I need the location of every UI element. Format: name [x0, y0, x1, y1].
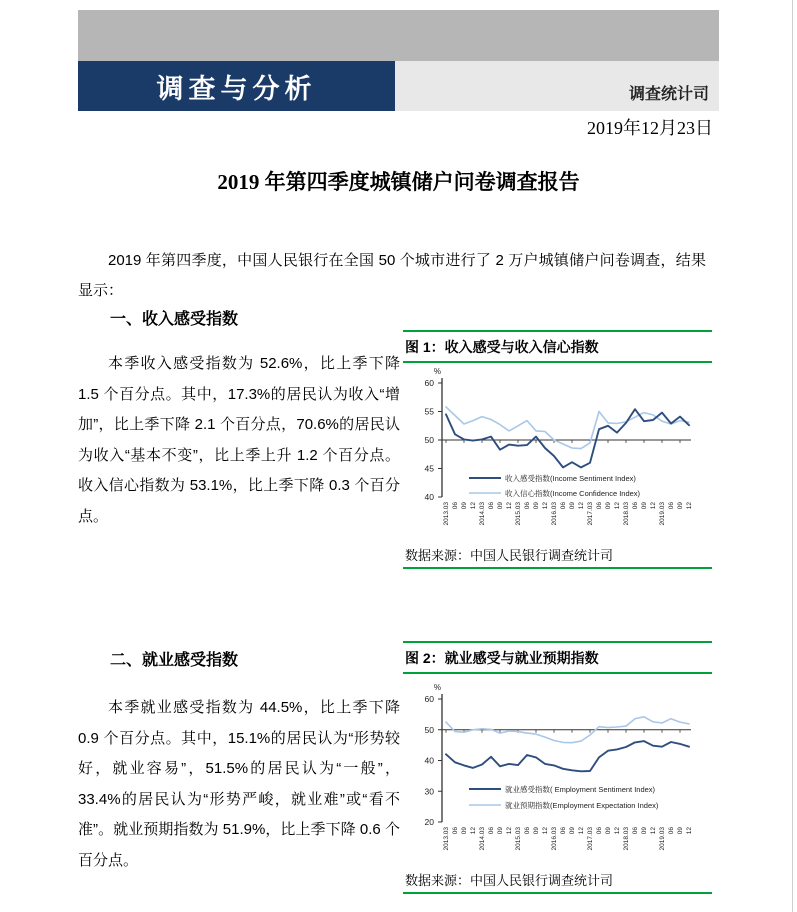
svg-text:12: 12 [470, 827, 477, 835]
svg-text:09: 09 [569, 827, 576, 835]
svg-text:09: 09 [497, 827, 504, 835]
section-2-body: 本季就业感受指数为 44.5%，比上季下降 0.9 个百分点。其中，15.1%的居民认为“形势较好，就业容易”，51.5%的居民认为“一般”，33.4%的居民认为“形势严峻，就业难”或“看不准”。就业预期指数为 51.9%，比上季下降 0.6 个百分点。 [78, 699, 400, 869]
svg-text:06: 06 [560, 502, 567, 510]
svg-text:09: 09 [569, 502, 576, 510]
figure-2-bottom-rule [403, 892, 712, 894]
svg-text:2015.03: 2015.03 [515, 502, 522, 526]
svg-text:12: 12 [542, 827, 549, 835]
publish-date: 2019年12月23日 [587, 118, 713, 138]
svg-text:12: 12 [614, 502, 621, 510]
svg-text:12: 12 [542, 502, 549, 510]
figure-2-canvas [403, 674, 712, 866]
svg-text:06: 06 [488, 502, 495, 510]
svg-text:2017.03: 2017.03 [587, 827, 594, 851]
svg-text:06: 06 [452, 502, 459, 510]
svg-text:09: 09 [461, 827, 468, 835]
svg-text:12: 12 [686, 827, 693, 835]
svg-text:06: 06 [452, 827, 459, 835]
figure-2-source: 数据来源：中国人民银行调查统计司 [405, 873, 614, 888]
document-title: 2019 年第四季度城镇储户问卷调查报告 [217, 170, 580, 194]
svg-text:2014.03: 2014.03 [479, 502, 486, 526]
figure-1-canvas [403, 363, 712, 541]
svg-text:2016.03: 2016.03 [551, 827, 558, 851]
figure-1-chart [403, 363, 712, 541]
svg-text:12: 12 [506, 827, 513, 835]
svg-text:12: 12 [650, 827, 657, 835]
svg-text:09: 09 [641, 827, 648, 835]
svg-text:收入信心指数(Income Confidence Index: 收入信心指数(Income Confidence Index) [505, 489, 641, 498]
svg-text:12: 12 [614, 827, 621, 835]
svg-text:12: 12 [470, 502, 477, 510]
svg-text:2018.03: 2018.03 [623, 502, 630, 526]
svg-text:06: 06 [668, 827, 675, 835]
svg-text:2013.03: 2013.03 [443, 827, 450, 851]
figure-1-source: 数据来源：中国人民银行调查统计司 [405, 548, 614, 563]
svg-text:09: 09 [677, 502, 684, 510]
svg-text:12: 12 [578, 827, 585, 835]
svg-text:06: 06 [488, 827, 495, 835]
svg-text:20: 20 [424, 817, 434, 827]
svg-text:60: 60 [424, 694, 434, 704]
svg-text:06: 06 [596, 502, 603, 510]
svg-text:09: 09 [461, 502, 468, 510]
svg-text:50: 50 [424, 724, 434, 735]
svg-text:就业感受指数( Employment Sentiment I: 就业感受指数( Employment Sentiment Index) [505, 785, 656, 794]
page-edge-line [792, 0, 793, 912]
svg-text:30: 30 [424, 786, 434, 797]
svg-text:12: 12 [506, 502, 513, 510]
svg-text:09: 09 [533, 502, 540, 510]
svg-text:45: 45 [424, 463, 434, 474]
svg-text:09: 09 [605, 502, 612, 510]
department-label: 调查统计司 [628, 86, 709, 103]
svg-text:2014.03: 2014.03 [479, 827, 486, 851]
figure-2-chart [403, 674, 712, 866]
svg-text:09: 09 [533, 827, 540, 835]
svg-text:2019.03: 2019.03 [659, 827, 666, 851]
svg-text:2018.03: 2018.03 [623, 827, 630, 851]
svg-text:%: % [433, 367, 441, 376]
svg-text:09: 09 [605, 827, 612, 835]
svg-text:09: 09 [641, 502, 648, 510]
svg-text:12: 12 [686, 502, 693, 510]
svg-text:12: 12 [578, 502, 585, 510]
svg-text:%: % [433, 683, 441, 692]
svg-text:06: 06 [632, 827, 639, 835]
svg-text:06: 06 [560, 827, 567, 835]
svg-text:06: 06 [668, 502, 675, 510]
section-1-body: 本季收入感受指数为 52.6%，比上季下降 1.5 个百分点。其中，17.3%的居民认为收入“增加”，比上季下降 2.1 个百分点，70.6%的居民认为收入“基本不变”，比上季上升 1.2 个百分点。收入信心指数为 53.1%，比上季下降 0.3 个百分点。 [78, 355, 400, 525]
section-2-heading: 二、就业感受指数 [110, 652, 239, 669]
svg-text:2013.03: 2013.03 [443, 502, 450, 526]
masthead-gray-band [78, 10, 719, 61]
figure-1-panel [403, 330, 712, 569]
svg-text:06: 06 [524, 827, 531, 835]
svg-text:就业预期指数(Employment Expectation: 就业预期指数(Employment Expectation Index) [505, 801, 659, 810]
svg-text:06: 06 [524, 502, 531, 510]
masthead-title: 调查与分析 [156, 73, 317, 104]
svg-text:06: 06 [632, 502, 639, 510]
section-1-heading: 一、收入感受指数 [110, 311, 239, 328]
svg-text:2015.03: 2015.03 [515, 827, 522, 851]
svg-text:收入感受指数(Income Sentiment Index): 收入感受指数(Income Sentiment Index) [505, 474, 636, 483]
masthead-navy-banner [78, 61, 395, 111]
svg-text:09: 09 [497, 502, 504, 510]
intro-paragraph: 2019 年第四季度，中国人民银行在全国 50 个城市进行了 2 万户城镇储户问卷调查，结果显示： [78, 252, 706, 299]
masthead-dept-box [395, 61, 719, 111]
svg-text:50: 50 [424, 435, 434, 445]
svg-text:06: 06 [596, 827, 603, 835]
svg-text:09: 09 [677, 827, 684, 835]
svg-text:2017.03: 2017.03 [587, 502, 594, 526]
svg-text:40: 40 [424, 492, 434, 502]
svg-text:60: 60 [424, 378, 434, 388]
svg-text:2019.03: 2019.03 [659, 502, 666, 526]
svg-text:55: 55 [424, 406, 434, 417]
figure-2-title: 图 2：就业感受与就业预期指数 [405, 650, 599, 666]
svg-text:12: 12 [650, 502, 657, 510]
svg-text:2016.03: 2016.03 [551, 502, 558, 526]
svg-text:40: 40 [424, 755, 434, 766]
figure-1-title: 图 1：收入感受与收入信心指数 [405, 339, 599, 355]
figure-1-bottom-rule [403, 567, 712, 569]
figure-2-panel [403, 641, 712, 894]
